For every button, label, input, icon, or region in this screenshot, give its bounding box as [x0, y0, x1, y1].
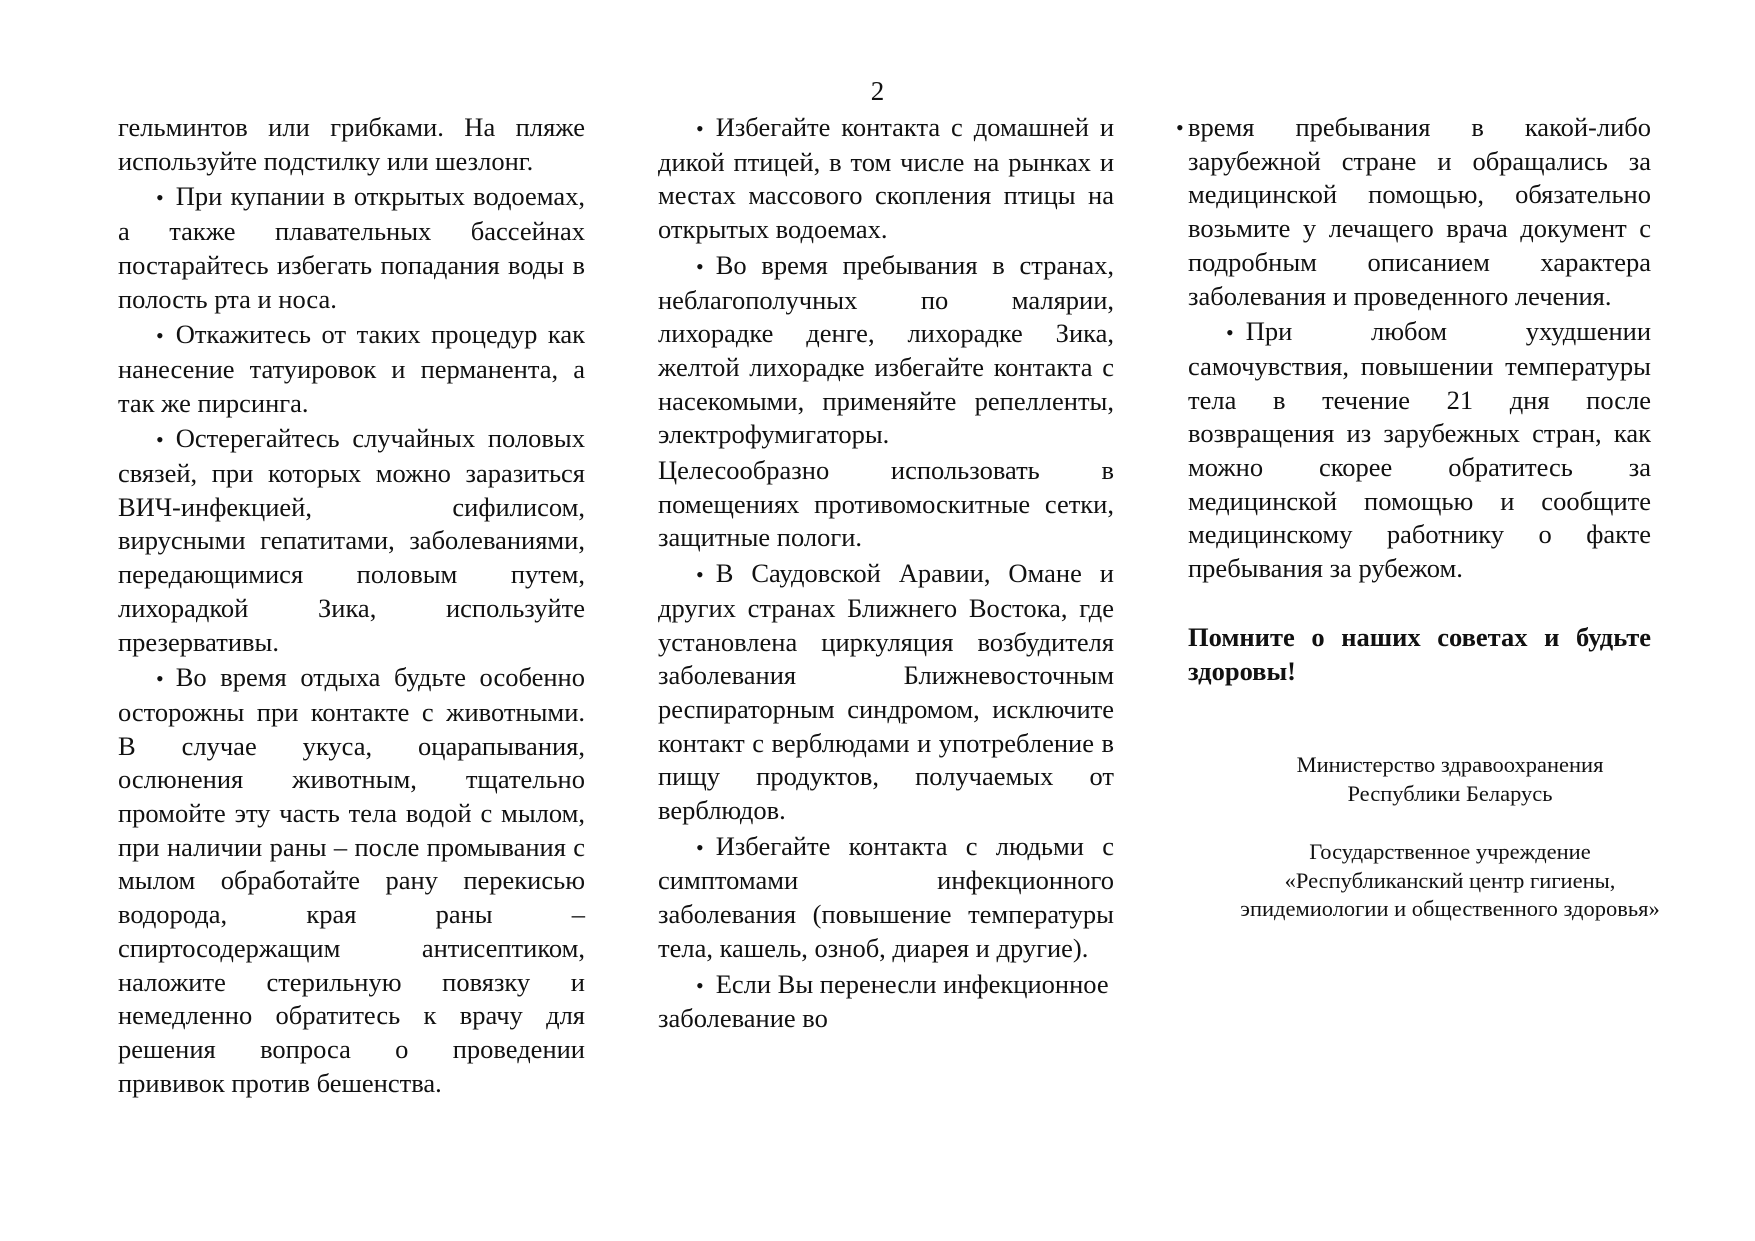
bullet-item	[658, 968, 1114, 1036]
bullet-icon: •	[156, 666, 164, 692]
bullet-item	[658, 249, 1114, 452]
paragraph-continuation: гельминтов или грибками. На пляже используйте подстилку или шезлонг.	[118, 112, 585, 176]
bullet-text: При любом ухудшении самочувствия, повышении температуры тела в течение 21 дня после возвращения из зарубежных стран, как можно скорее обратитесь за медицинской помощью и сообщите медицинскому работнику о факте пребывания за рубежом.	[1188, 316, 1651, 584]
bullet-icon: •	[156, 323, 164, 349]
bullet-text: Если Вы перенесли инфекционное заболевание во	[658, 968, 1109, 1034]
bullet-icon: •	[696, 834, 704, 860]
bullet-item	[118, 180, 585, 316]
institution-line: «Республиканский центр гигиены,	[1284, 867, 1616, 893]
bullet-icon: •	[696, 116, 704, 141]
paragraph-text: Целесообразно использовать в помещениях противомоскитные сетки, защитные пологи.	[658, 455, 1114, 553]
column-right	[1176, 111, 1651, 690]
bullet-item	[658, 557, 1114, 828]
bullet-text: Откажитесь от таких процедур как нанесение татуировок и перманента, а так же пирсинга.	[118, 319, 585, 418]
bullet-item	[118, 661, 585, 1100]
bullet-icon: •	[1226, 320, 1234, 346]
bullet-icon: •	[1176, 115, 1184, 140]
institution-block	[1190, 838, 1710, 924]
bullet-item	[658, 830, 1114, 966]
column-left	[118, 111, 585, 1102]
bullet-text: Во время пребывания в странах, неблагополучных по малярии, лихорадке денге, лихорадке Зика, желтой лихорадке избегайте контакта с насекомыми, применяйте репелленты, электрофумигаторы.	[658, 249, 1114, 450]
bullet-text: Остерегайтесь случайных половых связей, при которых можно заразиться ВИЧ-инфекцией, сифилисом, вирусными гепатитами, заболеваниями, передающимися половым путем, лихорадкой Зика, используйте презервативы.	[118, 423, 585, 657]
bullet-text: При купании в открытых водоемах, а также плавательных бассейнах постарайтесь избегать попадания воды в полость рта и носа.	[118, 181, 585, 314]
column-middle	[658, 111, 1114, 1038]
bullet-item	[1176, 111, 1651, 313]
bullet-icon: •	[696, 253, 704, 279]
ministry-block	[1190, 751, 1710, 808]
institution-line: Государственное учреждение	[1309, 839, 1591, 864]
bullet-item	[118, 318, 585, 420]
bullet-text: Избегайте контакта с людьми с симптомами инфекционного заболевания (повышение температуры тела, кашель, озноб, диарея и другие).	[658, 830, 1114, 963]
bullet-text: Во время отдыха будьте особенно осторожны при контакте с животными. В случае укуса, оцарапывания, ослюнения животным, тщательно промойте эту часть тела водой с мылом, при наличии раны – после промывания с мылом обработайте рану перекисью водорода, края раны – спиртосодержащим антисептиком, наложите стерильную повязку и немедленно обратитесь к врачу для решения вопроса о проведении прививок против бешенства.	[118, 662, 585, 1098]
bullet-text: В Саудовской Аравии, Омане и других странах Ближнего Востока, где установлена циркуляция возбудителя заболевания Ближневосточным респираторным синдромом, исключите контакт с верблюдами и употребление в пищу продуктов, получаемых от верблюдов.	[658, 558, 1114, 826]
bullet-text: Избегайте контакта с домашней и дикой птицей, в том числе на рынках и местах массового скопления птицы на открытых водоемах.	[658, 112, 1114, 245]
bullet-icon: •	[156, 427, 164, 453]
closing-note: Помните о наших советах и будьте здоровы!	[1188, 621, 1651, 686]
bullet-item	[118, 422, 585, 659]
institution-line: эпидемиологии и общественного здоровья»	[1240, 896, 1660, 921]
bullet-item	[1188, 315, 1651, 586]
ministry-line: Республики Беларусь	[1347, 780, 1553, 806]
bullet-item	[658, 111, 1114, 247]
page-number: 2	[870, 76, 885, 106]
ministry-line: Министерство здравоохранения	[1296, 752, 1604, 777]
bullet-text: время пребывания в какой-либо зарубежной стране и обращались за медицинской помощью, обязательно возьмите у лечащего врача документ с подробным описанием характера заболевания и проведенного лечения.	[1188, 112, 1651, 311]
bullet-icon: •	[696, 562, 704, 588]
bullet-icon: •	[696, 972, 704, 998]
bullet-icon: •	[156, 185, 164, 211]
